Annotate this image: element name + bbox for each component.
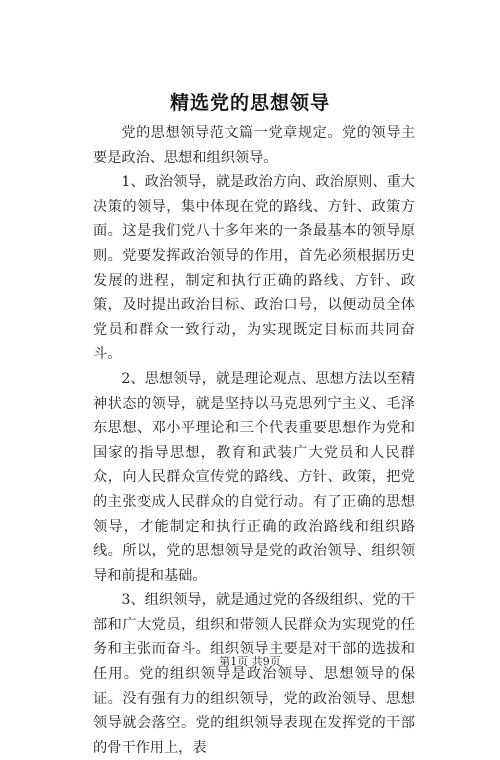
document-title: 精选党的思想领导 <box>169 92 330 114</box>
paragraph-ideological-leadership: 2、思想领导，就是理论观点、思想方法以至精神状态的领导，就是坚持以马克思列宁主义、毛泽东思想、邓小平理论和三个代表重要思想作为党和国家的指导思想，教育和武装广大党员和人民群众，向人民群众宣传党的路线、方针、政策，把党的主张变成人民群众的自觉行动。有了正确的思想领导，才能制定和执行正确的政治路线和组织路线。所以，党的思想领导是党的政治领导、组织领导和前提和基础。 <box>93 370 415 584</box>
paragraph-intro: 党的思想领导范文篇一党章规定。党的领导主要是政治、思想和组织领导。 <box>93 125 415 166</box>
page-footer: 第1页 共9页 <box>219 655 281 668</box>
paragraph-organizational-leadership: 3、组织领导，就是通过党的各级组织、党的干部和广大党员，组织和带领人民群众为实现党的任务和主张而奋斗。组织领导主要是对干部的选拔和任用。党的组织领导是政治领导、思想领导的保证。没有强有力的组织领导，党的政治领导、思想领导就会落空。党的组织领导表现在发挥党的干部的骨干作用上，表 <box>93 592 415 756</box>
paragraph-political-leadership: 1、政治领导，就是政治方向、政治原则、重大决策的领导，集中体现在党的路线、方针、政策方面。这是我们党八十多年来的一条最基本的领导原则。党要发挥政治领导的作用，首先必须根据历史发展的进程，制定和执行正确的路线、方针、政策，及时提出政治目标、政治口号，以便动员全体党员和群众一致行动，为实现既定目标而共同奋斗。 <box>93 174 415 363</box>
